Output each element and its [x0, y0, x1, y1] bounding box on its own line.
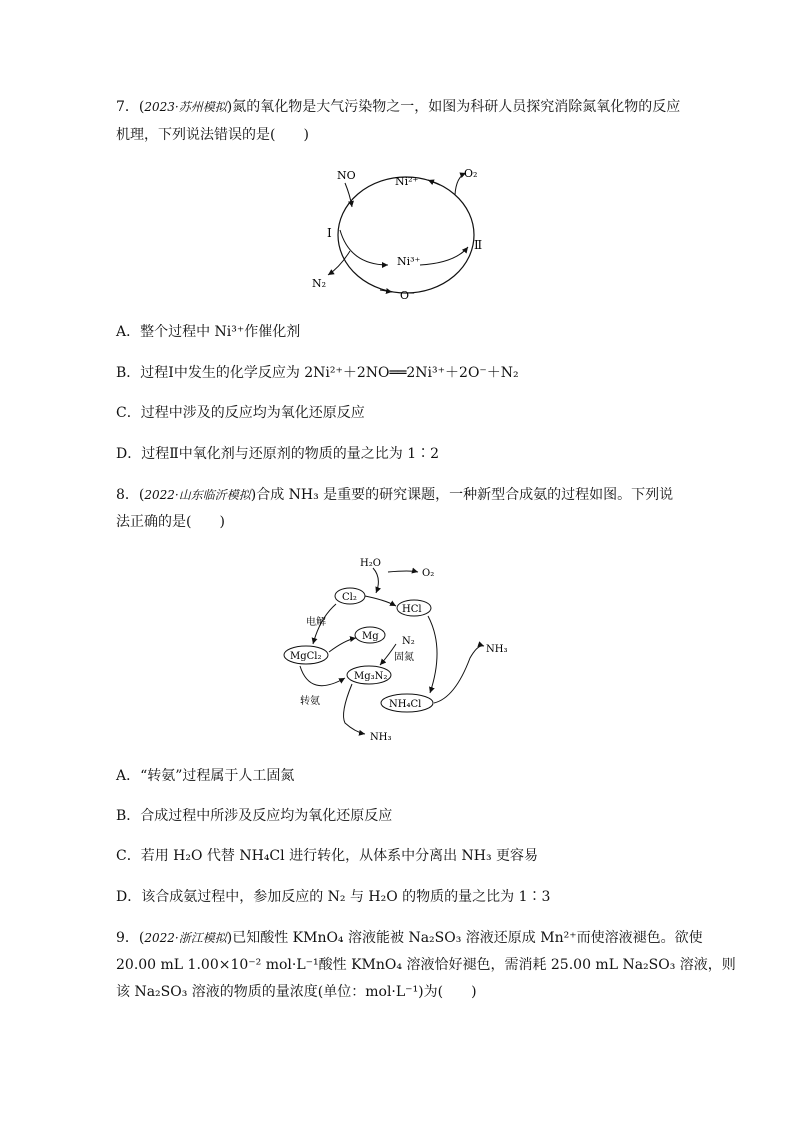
- q9-stem-line1: [116, 927, 703, 949]
- q7-label-ni3: Ni³⁺: [397, 255, 421, 268]
- q7-stem-line1: [116, 96, 696, 118]
- q7-diagram: [0, 155, 794, 315]
- q8-option-a[interactable]: A．“转氨”过程属于人工固氮: [116, 768, 295, 784]
- q8-label-cl2: Cl₂: [342, 592, 357, 603]
- q8-number: 8．(: [116, 487, 145, 503]
- q7-stem-line2: 机理，下列说法错误的是( ): [116, 127, 309, 143]
- q7-source: 2023·苏州模拟: [144, 100, 227, 114]
- q8-label-hcl: HCl: [402, 604, 422, 615]
- q7-label-stage2: Ⅱ: [474, 238, 483, 252]
- q8-text-1: )合成 NH₃ 是重要的研究课题，一种新型合成氨的过程如图。下列说: [250, 487, 674, 503]
- q9-source: 2022·浙江模拟: [144, 931, 227, 945]
- q8-label-mgcl2: MgCl₂: [290, 651, 322, 662]
- q7-option-d[interactable]: D．过程Ⅱ中氧化剂与还原剂的物质的量之比为 1∶2: [116, 446, 440, 462]
- q7-arrow-ni3: [340, 230, 388, 265]
- q7-option-c[interactable]: C．过程中涉及的反应均为氧化还原反应: [116, 405, 365, 421]
- q9-number: 9．(: [116, 930, 145, 946]
- q8-diagram: [0, 548, 794, 748]
- q8-label-o2: O₂: [422, 568, 435, 579]
- q7-number: 7．(: [116, 99, 145, 115]
- q9-stem-line2: 20.00 mL 1.00×10⁻² mol·L⁻¹酸性 KMnO₄ 溶液恰好褪色，需消耗 25.00 mL Na₂SO₃ 溶液，则: [116, 957, 736, 973]
- q8-stem-line1: [116, 484, 696, 506]
- q8-label-nh4cl: NH₄Cl: [389, 699, 422, 710]
- q7-label-o-minus: O⁻: [400, 289, 415, 302]
- q7-cycle-ellipse: [338, 177, 474, 293]
- q7-arrow-to-2: [420, 247, 468, 265]
- q7-label-stage1: Ⅰ: [327, 226, 332, 240]
- q8-option-c[interactable]: C．若用 H₂O 代替 NH₄Cl 进行转化，从体系中分离出 NH₃ 更容易: [116, 848, 539, 864]
- q7-label-ni2: Ni²⁺: [395, 175, 419, 188]
- q8-label-h2o: H₂O: [360, 558, 381, 569]
- q8-label-nh3-bottom: NH₃: [370, 732, 392, 743]
- q8-option-d[interactable]: D．该合成氨过程中，参加反应的 N₂ 与 H₂O 的物质的量之比为 1∶3: [116, 889, 551, 905]
- q8-label-nh3-right: NH₃: [486, 644, 508, 655]
- q7-option-a[interactable]: A．整个过程中 Ni³⁺作催化剂: [116, 324, 301, 340]
- q8-label-convert: 转氨: [300, 696, 320, 707]
- q8-label-n2: N₂: [402, 636, 415, 647]
- q7-label-o2: O₂: [464, 167, 478, 180]
- q7-text-1: )氮的氧化物是大气污染物之一，如图为科研人员探究消除氮氧化物的反应: [226, 99, 681, 115]
- q9-stem-line3: 该 Na₂SO₃ 溶液的物质的量浓度(单位：mol·L⁻¹)为( ): [116, 984, 477, 1000]
- q7-option-b[interactable]: B．过程Ⅰ中发生的化学反应为 2Ni²⁺＋2NO══2Ni³⁺＋2O⁻＋N₂: [116, 365, 519, 381]
- q9-text-1: )已知酸性 KMnO₄ 溶液能被 Na₂SO₃ 溶液还原成 Mn²⁺而使溶液褪色。欲使: [226, 930, 703, 946]
- q8-stem-line2: 法正确的是( ): [116, 514, 225, 530]
- q8-label-mg: Mg: [362, 631, 379, 642]
- q7-label-no: NO: [337, 169, 356, 182]
- q8-label-mg3n2: Mg₃N₂: [354, 671, 388, 682]
- q8-option-b[interactable]: B．合成过程中所涉及反应均为氧化还原反应: [116, 808, 393, 824]
- q7-label-n2: N₂: [312, 277, 327, 290]
- q8-label-electrolysis: 电解: [306, 617, 326, 628]
- q8-label-fix: 固氮: [394, 652, 414, 663]
- q7-arrow-cycle-top: [428, 180, 440, 185]
- q8-source: 2022·山东临沂模拟: [144, 488, 251, 502]
